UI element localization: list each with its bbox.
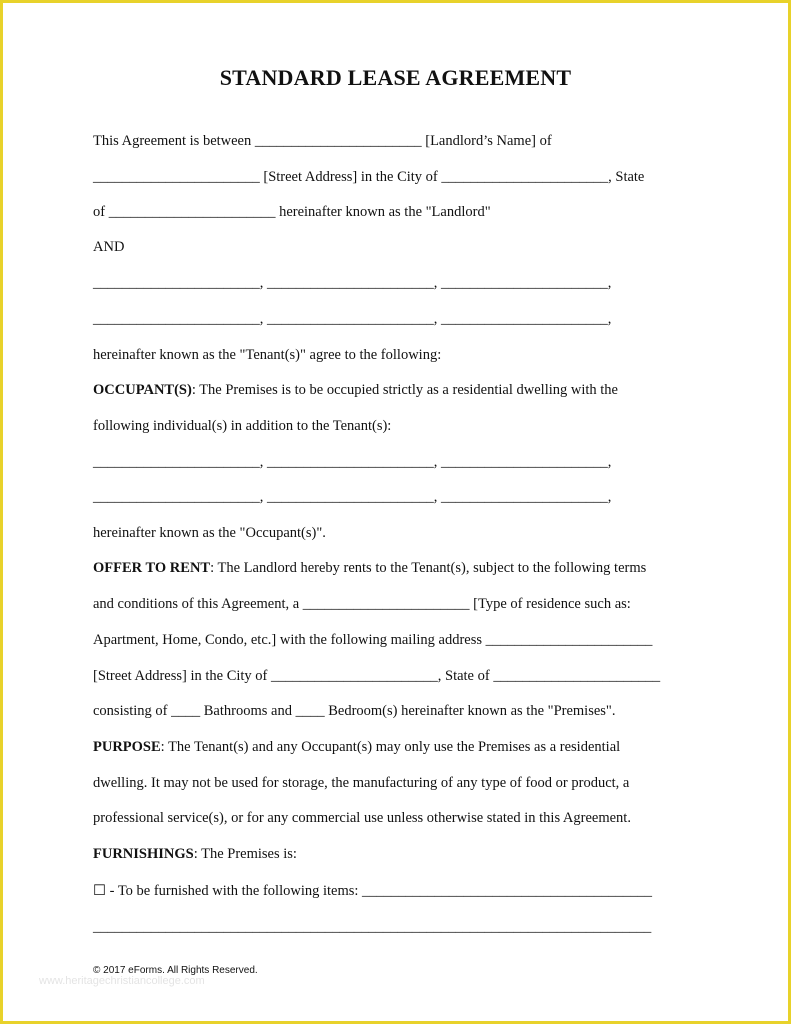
text-line: of _______________________ hereinafter known as the "Landlord" bbox=[93, 204, 491, 220]
text-line: consisting of ____ Bathrooms and ____ Bedroom(s) hereinafter known as the "Premises". bbox=[93, 703, 616, 719]
text-line: professional service(s), or for any commercial use unless otherwise stated in this Agreement. bbox=[93, 810, 631, 826]
section-line: OCCUPANT(S): The Premises is to be occupied strictly as a residential dwelling with the bbox=[93, 382, 618, 398]
blank-line: _______________________, _______________________, _______________________, bbox=[93, 454, 612, 470]
section-line: PURPOSE: The Tenant(s) and any Occupant(s) may only use the Premises as a residential bbox=[93, 739, 621, 755]
footer-copyright: © 2017 eForms. All Rights Reserved. bbox=[93, 965, 258, 976]
text-line: hereinafter known as the "Tenant(s)" agree to the following: bbox=[93, 347, 442, 363]
text-line: Apartment, Home, Condo, etc.] with the following mailing address _______________________ bbox=[93, 632, 653, 648]
text-line: AND bbox=[93, 239, 125, 255]
text-line: dwelling. It may not be used for storage, the manufacturing of any type of food or product, a bbox=[93, 775, 630, 791]
section-heading: FURNISHINGS bbox=[93, 846, 194, 862]
section-line: OFFER TO RENT: The Landlord hereby rents to the Tenant(s), subject to the following terms bbox=[93, 560, 647, 576]
watermark: www.heritagechristiancollege.com bbox=[39, 975, 205, 987]
text-line: This Agreement is between _______________________ [Landlord’s Name] of bbox=[93, 133, 552, 149]
section-heading: OCCUPANT(S) bbox=[93, 382, 192, 398]
blank-line: _______________________, _______________________, _______________________, bbox=[93, 489, 612, 505]
blank-line: _____________________________________________________________________________ bbox=[93, 919, 652, 935]
section-heading: OFFER TO RENT bbox=[93, 560, 211, 576]
text-line: following individual(s) in addition to the Tenant(s): bbox=[93, 418, 392, 434]
text-line: and conditions of this Agreement, a _______________________ [Type of residence such as: bbox=[93, 596, 631, 612]
blank-line: _______________________, _______________________, _______________________, bbox=[93, 311, 612, 327]
section-heading: PURPOSE bbox=[93, 739, 161, 755]
section-line: FURNISHINGS: The Premises is: bbox=[93, 846, 297, 862]
text-line: [Street Address] in the City of _______________________, State of _______________________ bbox=[93, 668, 661, 684]
text-line: _______________________ [Street Address] in the City of _______________________, State bbox=[93, 169, 645, 185]
text-line: hereinafter known as the "Occupant(s)". bbox=[93, 525, 326, 541]
blank-line: _______________________, _______________________, _______________________, bbox=[93, 275, 612, 291]
document-page bbox=[3, 3, 788, 1021]
checkbox-line: ☐ - To be furnished with the following items: ________________________________________ bbox=[93, 883, 653, 899]
document-title: STANDARD LEASE AGREEMENT bbox=[219, 65, 572, 90]
